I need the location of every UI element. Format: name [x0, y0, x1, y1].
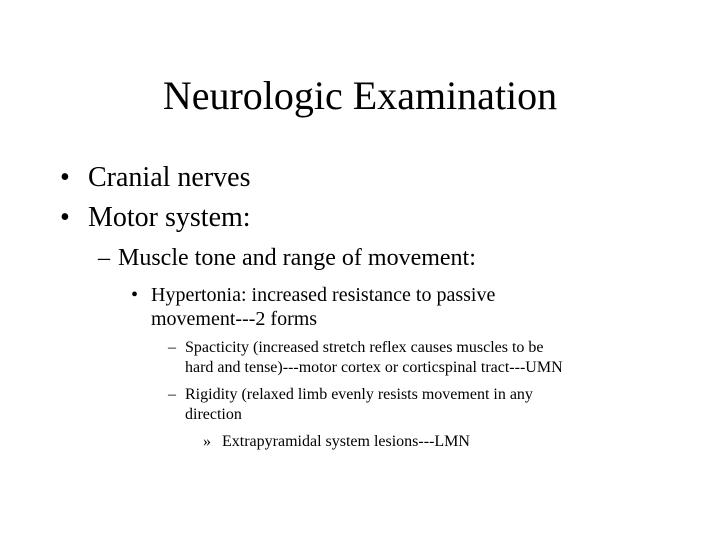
bullet-text-line1: Spacticity (increased stretch reflex causes muscles to be [185, 339, 544, 356]
bullet-text-line2: movement---2 forms [151, 308, 318, 330]
bullet-text-line1: Rigidity (relaxed limb evenly resists movement in any [185, 386, 533, 403]
bullet-dot: • [60, 202, 70, 233]
bullet-text: Motor system: [88, 202, 251, 233]
bullet-text: Cranial nerves [88, 162, 251, 193]
bullet-text-line2: hard and tense)---motor cortex or corticspinal tract---UMN [185, 359, 563, 376]
bullet-dot: • [60, 162, 70, 193]
bullet-text-line2: direction [185, 406, 242, 423]
bullet-text-line1: Hypertonia: increased resistance to passive [151, 284, 496, 306]
bullet-text: Extrapyramidal system lesions---LMN [222, 433, 470, 450]
bullet-text: Muscle tone and range of movement: [118, 245, 476, 271]
bullet-dash: – [168, 386, 176, 403]
bullet-dash: – [98, 245, 110, 271]
bullet-chevron: » [203, 433, 211, 450]
slide-title: Neurologic Examination [162, 73, 558, 118]
bullet-dot: • [131, 284, 139, 306]
bullet-dash: – [168, 339, 176, 356]
